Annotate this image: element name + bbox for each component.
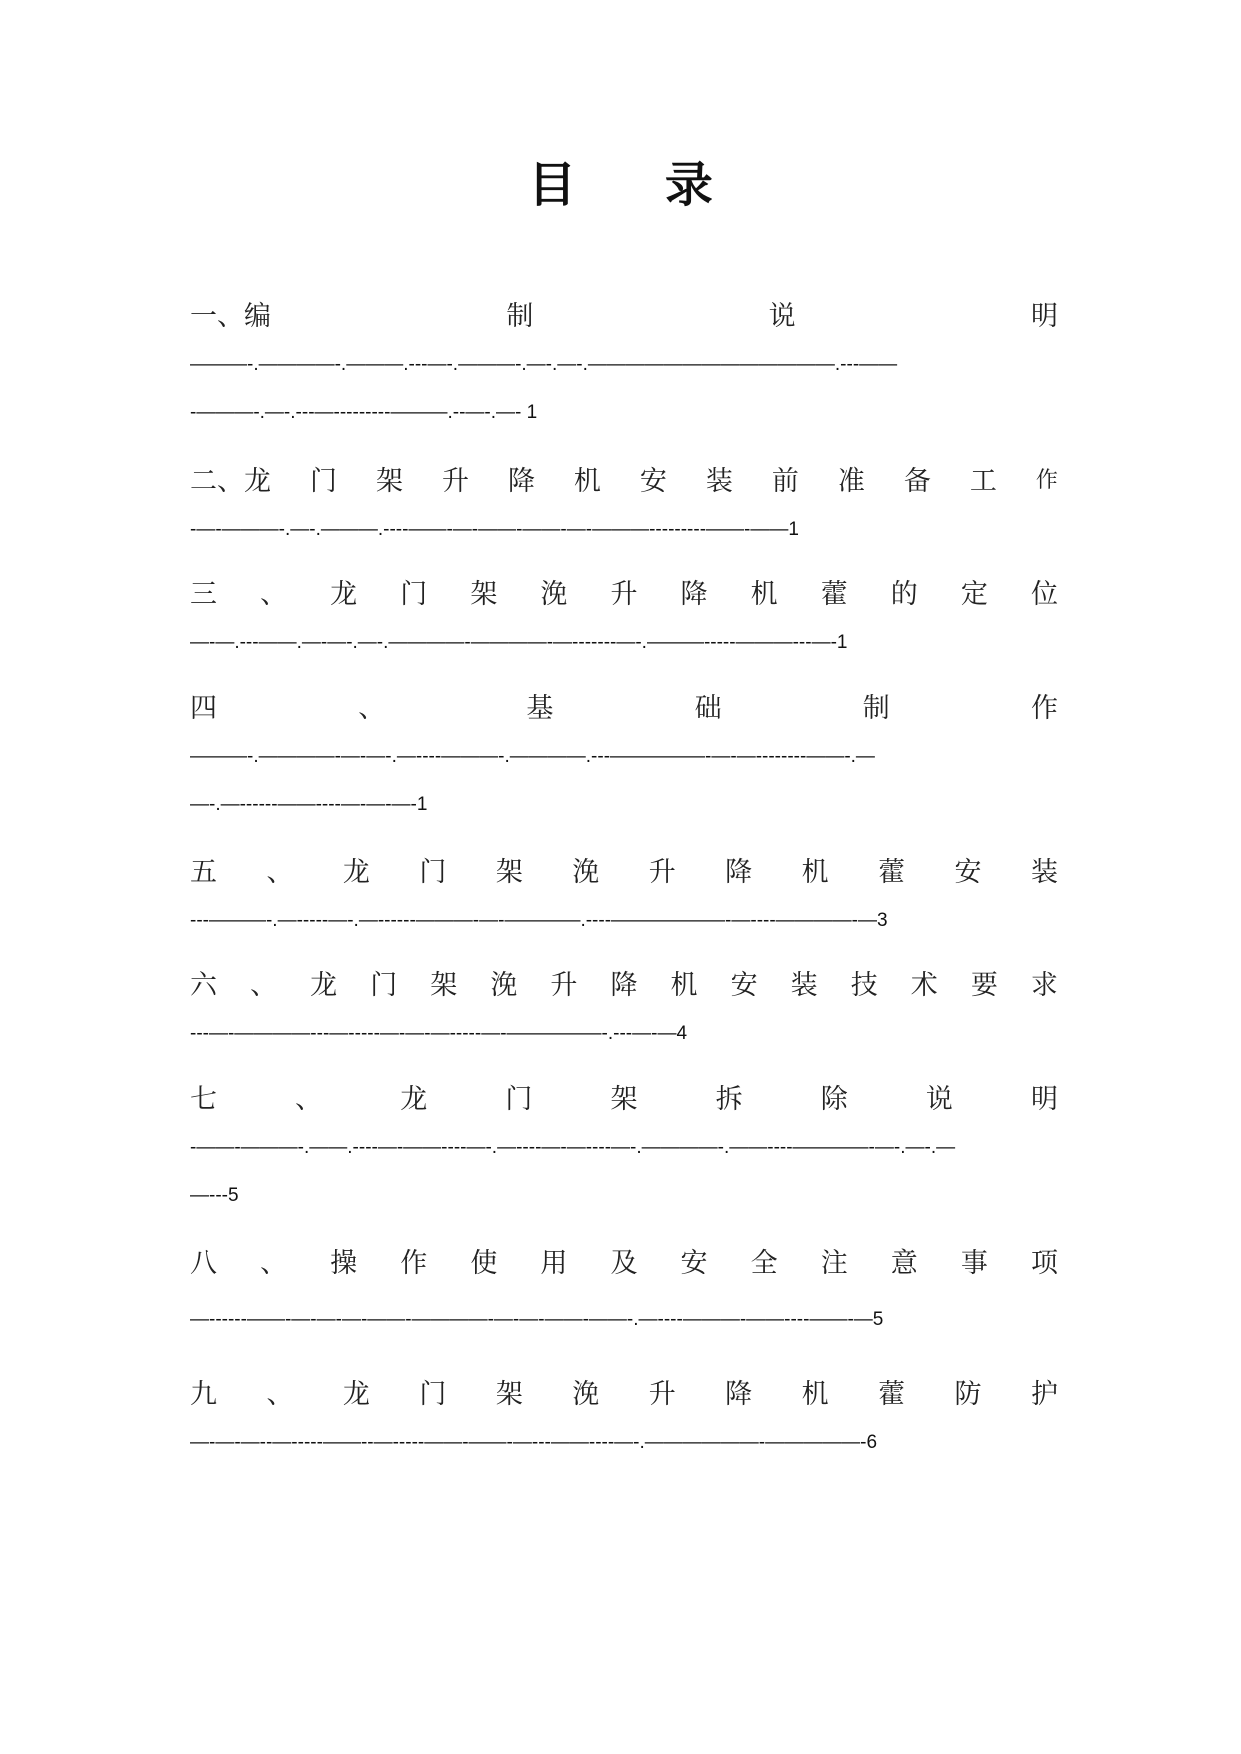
heading-char: 机: [750, 578, 778, 610]
toc-entry-heading: [190, 1232, 1058, 1288]
heading-char: 八: [190, 1247, 217, 1279]
heading-char: 架: [470, 578, 498, 610]
toc-leader-line: ———-.————-—-—-.—----———-.————.---—————-—-—--------——-.—: [190, 746, 875, 767]
heading-char: 龙: [342, 856, 370, 888]
heading-char: 六: [190, 969, 217, 1001]
heading-char: 及: [610, 1247, 638, 1279]
heading-char: 前: [771, 465, 799, 497]
heading-char: 龙: [400, 1083, 428, 1115]
heading-char: 技: [850, 969, 878, 1001]
heading-char: 藿: [878, 856, 906, 888]
heading-char: 龙: [310, 969, 338, 1001]
heading-char: 装: [790, 969, 818, 1001]
toc-leader-line: —------——-—-—-—-——-————-—-—-——-——-.—----———-——----——-—5: [190, 1309, 884, 1330]
heading-char: 升: [648, 856, 676, 888]
heading-char: 架: [495, 856, 523, 888]
heading-char: 升: [550, 969, 578, 1001]
toc-leader-line: —-.—------——----—-—-—-1: [190, 794, 428, 815]
heading-char: 安: [730, 969, 758, 1001]
heading-char: 九: [190, 1378, 217, 1410]
heading-char: 制: [506, 300, 534, 332]
toc-entry-1[interactable]: [190, 285, 1058, 450]
heading-char: 五: [190, 856, 217, 888]
heading-char: 、: [260, 578, 288, 610]
toc-entry-8[interactable]: [190, 1232, 1058, 1363]
toc-entry-9[interactable]: [190, 1363, 1058, 1483]
toc-entry-heading: [190, 954, 1058, 1010]
toc-entry-6[interactable]: [190, 954, 1058, 1068]
heading-char: 定: [960, 578, 988, 610]
toc-entry-4[interactable]: [190, 677, 1058, 841]
toc-entry-heading: [190, 563, 1058, 619]
toc-entry-heading: [190, 677, 1058, 733]
heading-char: 机: [573, 465, 601, 497]
heading-char: 架: [375, 465, 403, 497]
heading-char: 安: [680, 1247, 708, 1279]
toc-entry-heading: [190, 1068, 1058, 1124]
heading-char: 升: [610, 578, 638, 610]
heading-char: 升: [648, 1378, 676, 1410]
toc-entry-heading: [190, 450, 1058, 506]
heading-char: 意: [890, 1247, 918, 1279]
toc-leader-line: —-—-—--—-----——--—-----——-——-—---——----—-.——————-—————-6: [190, 1432, 878, 1453]
heading-char: 说: [768, 300, 796, 332]
heading-char: 门: [419, 856, 447, 888]
heading-char: 四: [190, 692, 217, 724]
heading-char: 装: [1030, 856, 1058, 888]
heading-char: 使: [470, 1247, 498, 1279]
heading-char: 门: [400, 578, 428, 610]
toc-entry-5[interactable]: [190, 841, 1058, 954]
heading-char: 机: [801, 1378, 829, 1410]
heading-char: 门: [309, 465, 337, 497]
toc-leader-line: ———-.————-.———.---—-.———-.—-.—-.—————————————.---——: [190, 354, 898, 375]
heading-char: 、: [250, 969, 278, 1001]
heading-char: 注: [820, 1247, 848, 1279]
heading-char: 龙: [330, 578, 358, 610]
heading-char: 、: [295, 1083, 323, 1115]
heading-char: 基: [526, 692, 554, 724]
heading-char: 龙: [342, 1378, 370, 1410]
heading-char: 升: [441, 465, 469, 497]
heading-char: 护: [1030, 1378, 1058, 1410]
heading-char: 明: [1030, 300, 1058, 332]
toc-leader-line: -——-———-.——.----—-——----—-.—----—-—----—-.————-.——----————-—-.—-.—: [190, 1137, 956, 1158]
toc-entry-heading: [190, 841, 1058, 897]
heading-char: 安: [954, 856, 982, 888]
heading-char: 项: [1030, 1247, 1058, 1279]
heading-char: 准: [837, 465, 865, 497]
heading-char: 术: [910, 969, 938, 1001]
heading-char: 七: [190, 1083, 217, 1115]
heading-char: 浼: [572, 1378, 600, 1410]
heading-char: 制: [862, 692, 890, 724]
toc-leader-line: -———-.—-.---—---------———.--—-.—- 1: [190, 402, 538, 423]
heading-char: 浼: [572, 856, 600, 888]
heading-char: 机: [801, 856, 829, 888]
toc-entry-7[interactable]: [190, 1068, 1058, 1232]
heading-char: 除: [820, 1083, 848, 1115]
heading-char: 一、编: [190, 300, 271, 332]
heading-char: 三: [190, 578, 217, 610]
heading-char: 操: [330, 1247, 358, 1279]
heading-char: 架: [610, 1083, 638, 1115]
toc-leader-line: ---———-.—-----—-.—------———-—-————.----——————-—----————-—3: [190, 910, 888, 931]
heading-char: 机: [670, 969, 698, 1001]
heading-char: 要: [970, 969, 998, 1001]
page-title: 目 录: [528, 157, 749, 213]
heading-char: 工: [969, 465, 997, 497]
heading-char: 门: [505, 1083, 533, 1115]
heading-char: 降: [725, 856, 753, 888]
toc-entry-heading: [190, 285, 1058, 341]
heading-char: 浼: [540, 578, 568, 610]
heading-char: 架: [430, 969, 458, 1001]
table-of-contents: [190, 285, 1058, 1483]
heading-char: 备: [903, 465, 931, 497]
heading-char: 防: [954, 1378, 982, 1410]
heading-char: 、: [266, 856, 294, 888]
heading-char: 门: [419, 1378, 447, 1410]
toc-leader-line: —---5: [190, 1185, 239, 1206]
heading-char: 门: [370, 969, 398, 1001]
heading-char: 降: [507, 465, 535, 497]
toc-leader-line: -—-———-.—-.———.----——-—-——-——-—-———---------——-——1: [190, 519, 799, 540]
toc-leader-line: ---—-————---—-----—-—-—-----—-—————-.---—-—4: [190, 1023, 688, 1044]
heading-char: 降: [610, 969, 638, 1001]
heading-char: 藿: [878, 1378, 906, 1410]
heading-char: 降: [725, 1378, 753, 1410]
heading-char: 降: [680, 578, 708, 610]
heading-char: 作: [1035, 467, 1058, 493]
toc-entry-heading: [190, 1363, 1058, 1419]
heading-char: 、: [260, 1247, 288, 1279]
heading-char: 础: [694, 692, 722, 724]
heading-char: 作: [1030, 692, 1058, 724]
heading-char: 浼: [490, 969, 518, 1001]
toc-leader-line: —-—.---——.—-—-.—-.————-————-—-------—-.———-----———---—-1: [190, 632, 848, 653]
heading-char: 架: [495, 1378, 523, 1410]
heading-char: 拆: [715, 1083, 743, 1115]
heading-char: 安: [639, 465, 667, 497]
heading-char: 事: [960, 1247, 988, 1279]
heading-char: 、: [358, 692, 386, 724]
toc-entry-2[interactable]: [190, 450, 1058, 563]
heading-char: 二、龙: [190, 465, 271, 497]
heading-char: 、: [266, 1378, 294, 1410]
heading-char: 作: [400, 1247, 428, 1279]
heading-char: 全: [750, 1247, 778, 1279]
heading-char: 说: [925, 1083, 953, 1115]
heading-char: 位: [1030, 578, 1058, 610]
heading-char: 明: [1031, 1083, 1058, 1115]
heading-char: 藿: [820, 578, 848, 610]
heading-char: 的: [890, 578, 918, 610]
toc-entry-3[interactable]: [190, 563, 1058, 677]
heading-char: 求: [1030, 969, 1058, 1001]
heading-char: 用: [540, 1247, 568, 1279]
heading-char: 装: [705, 465, 733, 497]
